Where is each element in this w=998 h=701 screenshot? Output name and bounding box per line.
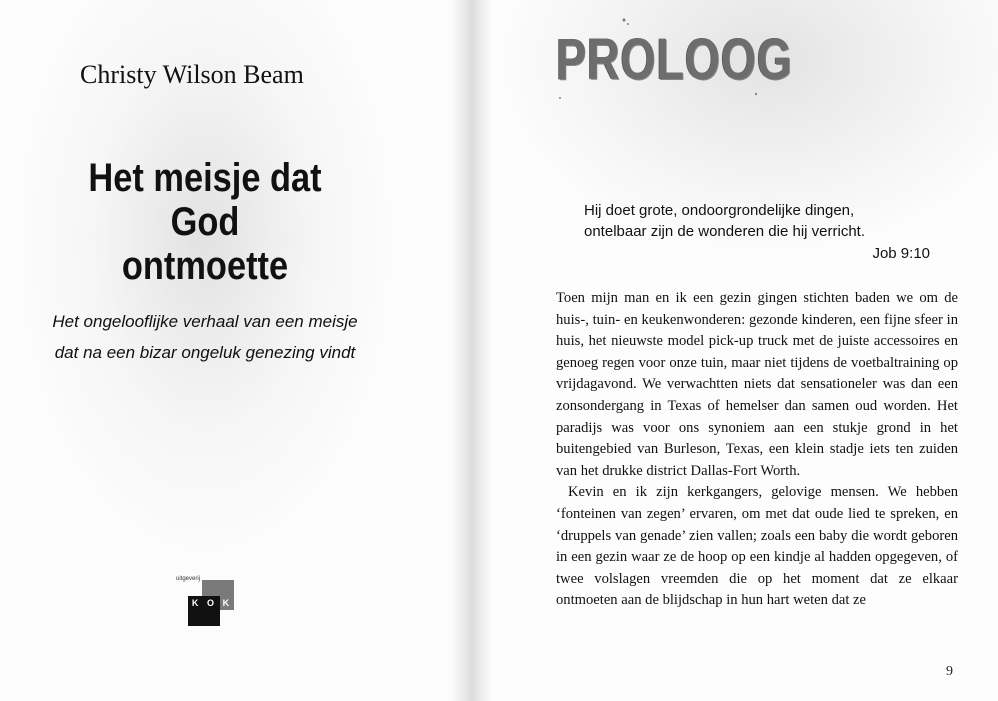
subtitle-line: dat na een bizar ongeluk genezing vindt [54,343,356,362]
chapter-body [556,288,958,612]
epigraph-line: ontelbaar zijn de wonderen die hij verricht. [584,223,865,240]
subtitle-line: Het ongelooflijke verhaal van een meisje [52,312,358,331]
logo-letter: K [191,598,200,608]
epigraph-reference: Job 9:10 [872,245,930,262]
book-title [55,156,356,288]
book-subtitle [40,306,370,368]
logo-letter: K [222,598,231,608]
book-title-line: Het meisje dat God [88,156,322,244]
paragraph: Kevin en ik zijn kerkgangers, gelovige mensen. We hebben ‘fonteinen van zegen’ ervaren, om met dat oude lied te spreken, en ‘druppels van genade’ zien vallen; zoals een baby die wordt geboren in een gezin waar ze de hoop op een kindje al hadden opgegeven, of twee volslagen vreemden die op het moment dat ze elkaar ontmoeten aan de blijdschap in hun hart weten dat ze [556,484,958,609]
chapter-title: PROLOOG [556,27,793,92]
page-number: 9 [946,664,953,679]
paragraph: Toen mijn man en ik een gezin gingen stichten baden we om de huis-, tuin- en keukenwonderen: gezonde kinderen, een fijne sfeer in huis, het nieuwste model pick-up truck met de juiste accessoires en genoeg regen voor onze tuin, maar niet tijdens de voetbaltraining op vrijdagavond. We verwachtten niets dat sensationeler was dan een zonsondergang in Texas of hemelser dan samen oud worden. Het paradijs was voor ons synoniem aan een stukje grond in het buitengebied van Burleson, Texas, een klein stadje iets ten zuiden van het drukke district Dallas-Fort Worth. [556,290,958,479]
publisher-label: uitgeverij [176,576,201,582]
author-name: Christy Wilson Beam [80,60,304,89]
epigraph-line: Hij doet grote, ondoorgrondelijke dingen, [584,202,855,219]
book-title-line: ontmoette [121,244,289,288]
book-gutter [452,0,492,701]
publisher-logo [174,576,236,628]
logo-letter: O [206,598,215,608]
logo-letters [188,596,234,610]
epigraph [584,200,930,264]
